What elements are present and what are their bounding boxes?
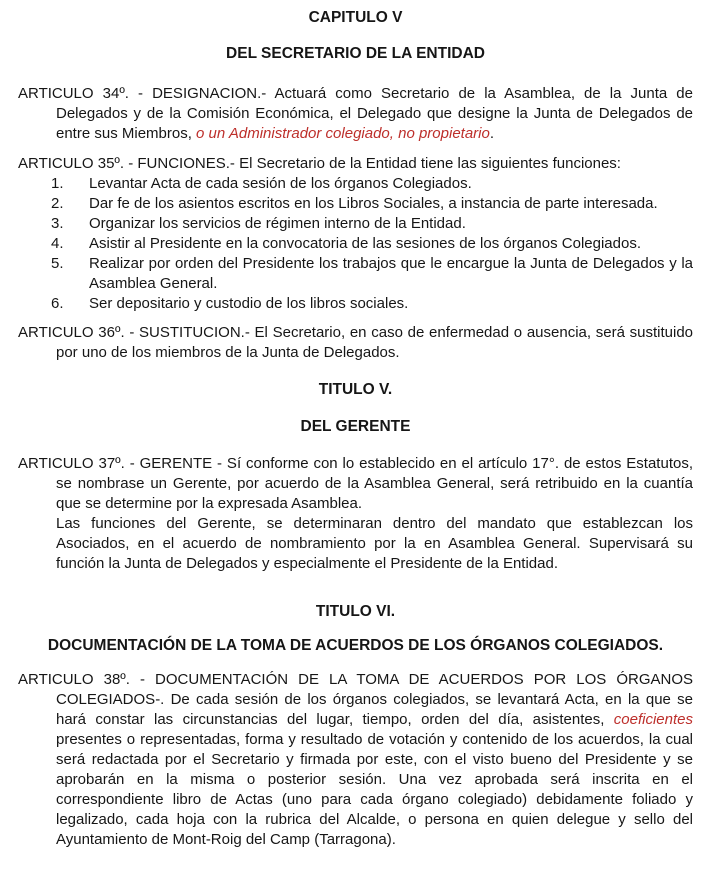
title-v-heading: TITULO V.: [318, 381, 393, 398]
chapter-heading: CAPITULO V: [308, 9, 403, 26]
article-34-period: .: [489, 125, 495, 142]
chapter-subheading: DEL SECRETARIO DE LA ENTIDAD: [226, 45, 485, 62]
list-item-2: [18, 194, 693, 214]
list-item-5: [18, 254, 693, 294]
article-34-text: ARTICULO 34º. - DESIGNACION.- Actuará como Secretario de la Asamblea, de la Junta de Delegados y de la Comisión Económica, el Delegado que designe la Junta de Delegados de entre sus Miembros,: [18, 85, 693, 142]
list-item-number: 6.: [51, 295, 64, 312]
article-35-list: [18, 174, 693, 314]
article-36: ARTICULO 36º. - SUSTITUCION.- El Secretario, en caso de enfermedad o ausencia, será sustituido por uno de los miembros de la Junta de Delegados.: [18, 324, 693, 361]
list-item-text: Organizar los servicios de régimen interno de la Entidad.: [89, 215, 466, 232]
list-item-text: Realizar por orden del Presidente los trabajos que le encargue la Junta de Delegados y la Asamblea General.: [89, 255, 693, 292]
article-37-paragraph-1: ARTICULO 37º. - GERENTE - Sí conforme con lo establecido en el artículo 17°. de estos Estatutos, se nombrase un Gerente, por acuerdo de la Asamblea General, será retribuido en la cuantía que se determine por la expresada Asamblea.: [18, 455, 693, 512]
article-35-intro: ARTICULO 35º. - FUNCIONES.- El Secretario de la Entidad tiene las siguientes funciones:: [18, 155, 621, 172]
list-item-1: [18, 174, 693, 194]
article-38: [18, 670, 693, 850]
gerente-heading: DEL GERENTE: [300, 418, 411, 435]
list-item-6: [18, 294, 693, 314]
list-item-4: [18, 234, 693, 254]
list-item-text: Levantar Acta de cada sesión de los órganos Colegiados.: [89, 175, 472, 192]
article-34-red-text: o un Administrador colegiado, no propietario: [196, 125, 490, 142]
list-item-number: 2.: [51, 195, 64, 212]
list-item-number: 4.: [51, 235, 64, 252]
list-item-text: Asistir al Presidente en la convocatoria de las sesiones de los órganos Colegiados.: [89, 235, 641, 252]
list-item-number: 3.: [51, 215, 64, 232]
list-item-text: Dar fe de los asientos escritos en los Libros Sociales, a instancia de parte interesada.: [89, 195, 658, 212]
article-38-text-end: presentes o representadas, forma y resultado de votación y contenido de los acuerdos, la cual será redactada por el Secretario y firmada por este, con el visto bueno del Presidente y se aprobarán en la misma o posterior sesión. Una vez aprobada será inscrita en el correspondiente libro de Actas (uno para cada órgano colegiado) debidamente foliado y legalizado, cada hoja con la rubrica del Alcalde, o persona en quien delegue y sello del Ayuntamiento de Mont-Roig del Camp (Tarragona).: [56, 731, 693, 848]
article-38-text-start: ARTICULO 38º. - DOCUMENTACIÓN DE LA TOMA DE ACUERDOS POR LOS ÓRGANOS COLEGIADOS-. De cada sesión de los órganos colegiados, se levantará Acta, en la que se hará constar las circunstancias del lugar, tiempo, orden del día, asistentes,: [18, 671, 693, 728]
list-item-number: 5.: [51, 255, 64, 272]
list-item-number: 1.: [51, 175, 64, 192]
article-37-paragraph-2: Las funciones del Gerente, se determinaran dentro del mandato que establezcan los Asociados, en el acuerdo de nombramiento por la en Asamblea General. Supervisará su función la Junta de Delegados y especialmente el Presidente de la Entidad.: [56, 515, 693, 572]
documentacion-heading: DOCUMENTACIÓN DE LA TOMA DE ACUERDOS DE LOS ÓRGANOS COLEGIADOS.: [47, 637, 664, 654]
title-vi-heading: TITULO VI.: [315, 603, 396, 620]
list-item-text: Ser depositario y custodio de los libros sociales.: [89, 295, 409, 312]
list-item-3: [18, 214, 693, 234]
article-38-red-text: coeficientes: [613, 711, 693, 728]
article-34: [18, 84, 693, 144]
